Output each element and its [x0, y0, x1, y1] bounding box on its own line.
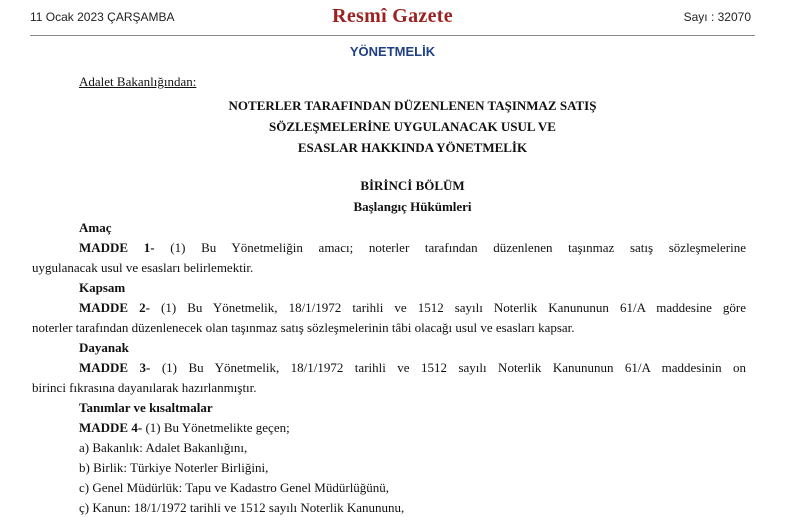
regulation-title-line: NOTERLER TARAFINDAN DÜZENLENEN TAŞINMAZ SATIŞ — [228, 98, 597, 113]
article-heading: Amaç — [79, 220, 112, 235]
article-first-line — [79, 420, 290, 436]
issue-date: 11 Ocak 2023 ÇARŞAMBA — [30, 10, 175, 24]
article-heading: Kapsam — [79, 280, 126, 295]
article-text: (1) Bu Yönetmelikte geçen; — [145, 420, 290, 435]
definition-item: a) Bakanlık: Adalet Bakanlığını, — [79, 440, 248, 455]
definition-item: c) Genel Müdürlük: Tapu ve Kadastro Genel Müdürlüğünü, — [79, 480, 390, 495]
part-title: BİRİNCİ BÖLÜM — [360, 178, 465, 193]
article-text-continued: birinci fıkrasına dayanılarak hazırlanmıştır. — [32, 380, 257, 395]
issuing-authority: Adalet Bakanlığından: — [79, 74, 197, 89]
article-heading: Dayanak — [79, 340, 129, 355]
article-number: MADDE 2- — [79, 300, 150, 315]
article-first-line — [79, 300, 746, 316]
issue-number: Sayı : 32070 — [683, 10, 751, 24]
article-number: MADDE 4- — [79, 420, 143, 435]
regulation-title-line: SÖZLEŞMELERİNE UYGULANACAK USUL VE — [269, 119, 556, 134]
article-first-line — [79, 240, 746, 256]
gazette-header — [30, 0, 755, 36]
definition-item: b) Birlik: Türkiye Noterler Birliğini, — [79, 460, 269, 475]
definition-item: ç) Kanun: 18/1/1972 tarihli ve 1512 sayılı Noterlik Kanununu, — [79, 500, 405, 515]
gazette-title: Resmî Gazete — [332, 5, 453, 27]
section-type: YÖNETMELİK — [349, 44, 436, 59]
article-text: (1) Bu Yönetmelik, 18/1/1972 tarihli ve 1512 sayılı Noterlik Kanununun 61/A maddesine göre — [161, 300, 746, 315]
article-text: (1) Bu Yönetmeliğin amacı; noterler tarafından düzenlenen taşınmaz satış sözleşmelerine — [170, 240, 746, 255]
article-heading: Tanımlar ve kısaltmalar — [79, 400, 213, 415]
article-text-continued: uygulanacak usul ve esasları belirlemektir. — [32, 260, 254, 275]
article-text-continued: noterler tarafından düzenlenecek olan taşınmaz satış sözleşmelerinin tâbi olacağı usul ve esasları kapsar. — [32, 320, 575, 335]
article-first-line — [79, 360, 746, 376]
article-text: (1) Bu Yönetmelik, 18/1/1972 tarihli ve 1512 sayılı Noterlik Kanununun 61/A maddesinin on — [161, 360, 747, 375]
article-number: MADDE 1- — [79, 240, 155, 255]
regulation-title-line: ESASLAR HAKKINDA YÖNETMELİK — [297, 140, 528, 155]
part-subtitle: Başlangıç Hükümleri — [353, 199, 472, 214]
article-number: MADDE 3- — [79, 360, 151, 375]
